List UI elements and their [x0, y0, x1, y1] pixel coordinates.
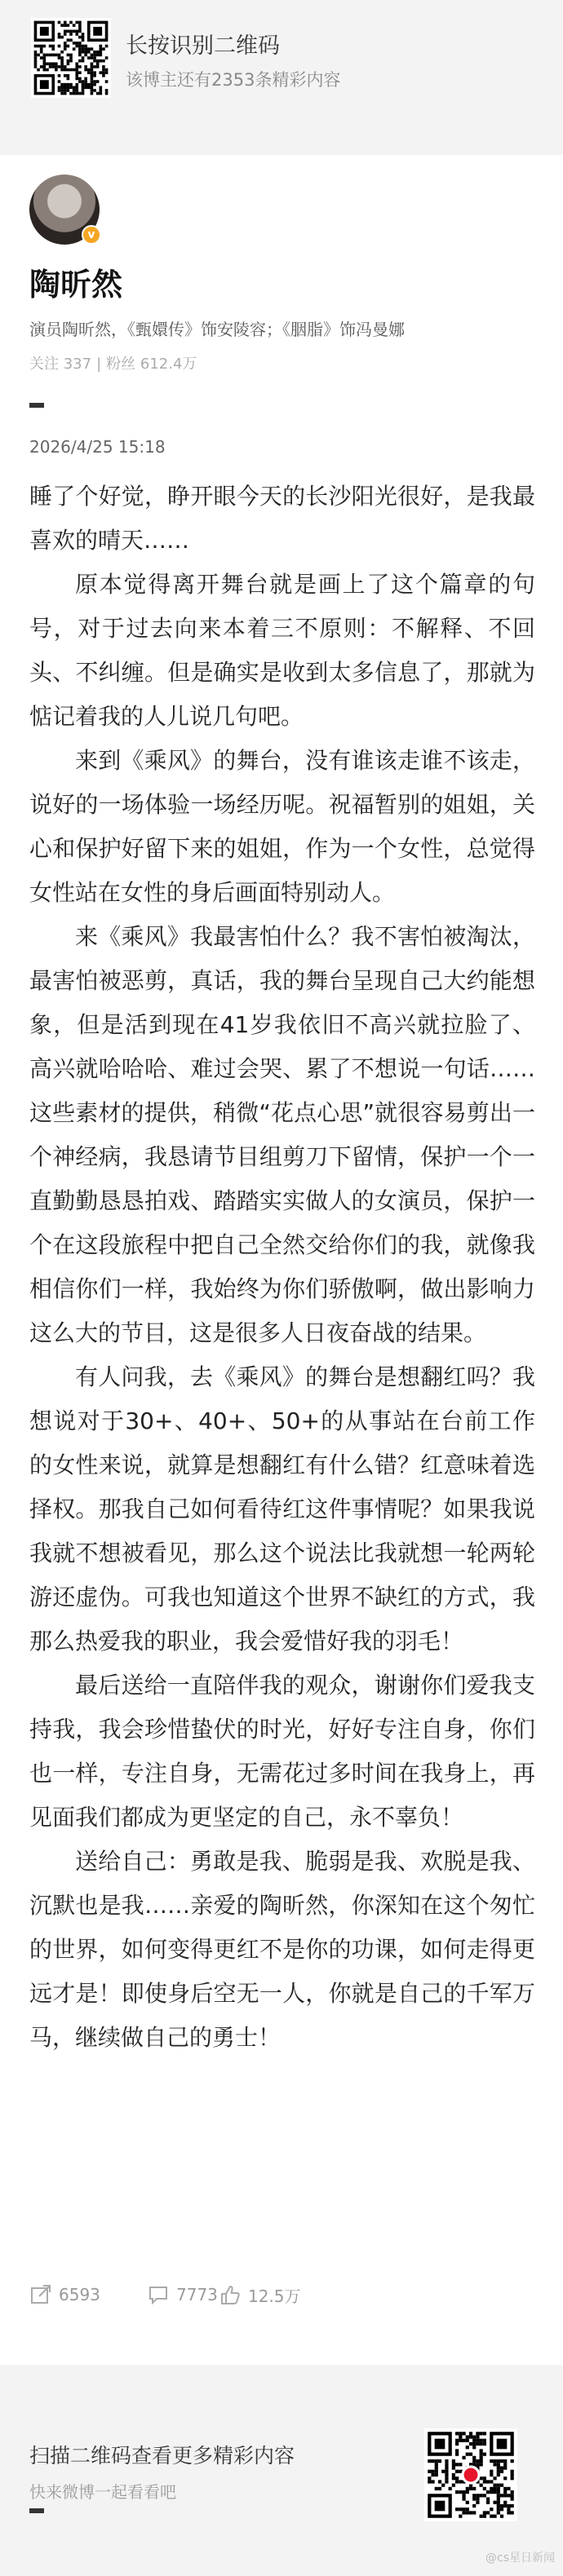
- profile-bio: 演员陶昕然，《甄嬛传》饰安陵容；《胭脂》饰冯曼娜: [29, 320, 405, 339]
- section-marker: [29, 2508, 44, 2513]
- comment-button[interactable]: [147, 2283, 218, 2306]
- post-paragraph: 送给自己：勇敢是我、脆弱是我、欢脱是我、沉默也是我……亲爱的陶昕然，你深知在这个匆忙的世界，如何变得更红不是你的功课，如何走得更远才是！即使身后空无一人，你就是自己的千军万马，继续做自己的勇士！: [29, 1848, 535, 2051]
- section-marker: [29, 403, 44, 408]
- post-body: [29, 475, 535, 2060]
- section-divider: [0, 111, 563, 155]
- post-timestamp: 2026/4/25 15:18: [29, 437, 166, 457]
- qr-header: [0, 0, 563, 111]
- watermark: @cs星日新闻: [485, 2552, 555, 2565]
- comment-icon: [147, 2283, 170, 2306]
- repost-icon: [29, 2283, 52, 2306]
- qr-code-icon[interactable]: [424, 2428, 517, 2521]
- qr-code-icon[interactable]: [31, 18, 111, 98]
- follow-count: 337: [63, 356, 92, 373]
- post-paragraph: 睡了个好觉，睁开眼今天的长沙阳光很好，是我最喜欢的晴天……: [29, 483, 535, 554]
- footer-subtitle: 快来微博一起看看吧: [29, 2482, 176, 2502]
- post-paragraph: 原本觉得离开舞台就是画上了这个篇章的句号，对于过去向来本着三不原则：不解释、不回头、不纠缠。但是确实是收到太多信息了，那就为惦记着我的人儿说几句吧。: [29, 571, 535, 730]
- post-paragraph: 最后送给一直陪伴我的观众，谢谢你们爱我支持我，我会珍惜蛰伏的时光，好好专注自身，你们也一样，专注自身，无需花过多时间在我身上，再见面我们都成为更坚定的自己，永不辜负！: [29, 1672, 535, 1831]
- fans-count: 612.4万: [140, 356, 197, 373]
- repost-button[interactable]: [29, 2283, 100, 2306]
- repost-count: 6593: [59, 2285, 100, 2304]
- fans-label: 粉丝: [106, 356, 136, 373]
- v-badge-icon: v: [82, 225, 101, 245]
- profile-name[interactable]: 陶昕然: [29, 267, 123, 303]
- post-actions: [29, 2283, 535, 2316]
- post-paragraph: 来到《乘风》的舞台，没有谁该走谁不该走，说好的一场体验一场经历呢。祝福暂别的姐姐，关心和保护好留下来的姐姐，作为一个女性，总觉得女性站在女性的身后画面特别动人。: [29, 747, 535, 906]
- profile-stats: 关注 337 | 粉丝 612.4万: [29, 356, 197, 373]
- follow-label: 关注: [29, 356, 59, 373]
- thumbs-up-icon: [219, 2284, 242, 2307]
- qr-subtitle: 该博主还有2353条精彩内容: [126, 70, 341, 90]
- footer-title: 扫描二维码查看更多精彩内容: [29, 2444, 295, 2468]
- post-paragraph: 来《乘风》我最害怕什么？我不害怕被淘汰，最害怕被恶剪，真话，我的舞台呈现自己大约能想象，但是活到现在41岁我依旧不高兴就拉脸了、高兴就哈哈哈、难过会哭、累了不想说一句话……这些素材的提供，稍微“花点心思”就很容易剪出一个神经病，我恳请节目组剪刀下留情，保护一个一直勤勤恳恳拍戏、踏踏实实做人的女演员，保护一个在这段旅程中把自己全然交给你们的我，就像我相信你们一样，我始终为你们骄傲啊，做出影响力这么大的节目，这是很多人日夜奋战的结果。: [29, 923, 535, 1346]
- qr-title: 长按识别二维码: [126, 33, 280, 59]
- like-button[interactable]: [219, 2283, 301, 2307]
- post-paragraph: 有人问我，去《乘风》的舞台是想翻红吗？我想说对于30+、40+、50+的从事站在台前工作的女性来说，就算是想翻红有什么错？红意味着选择权。那我自己如何看待红这件事情呢？如果我说我就不想被看见，那么这个说法比我就想一轮两轮游还虚伪。可我也知道这个世界不缺红的方式，我那么热爱我的职业，我会爱惜好我的羽毛！: [29, 1363, 535, 1655]
- comment-count: 7773: [176, 2285, 218, 2304]
- like-count: 12.5万: [248, 2287, 301, 2306]
